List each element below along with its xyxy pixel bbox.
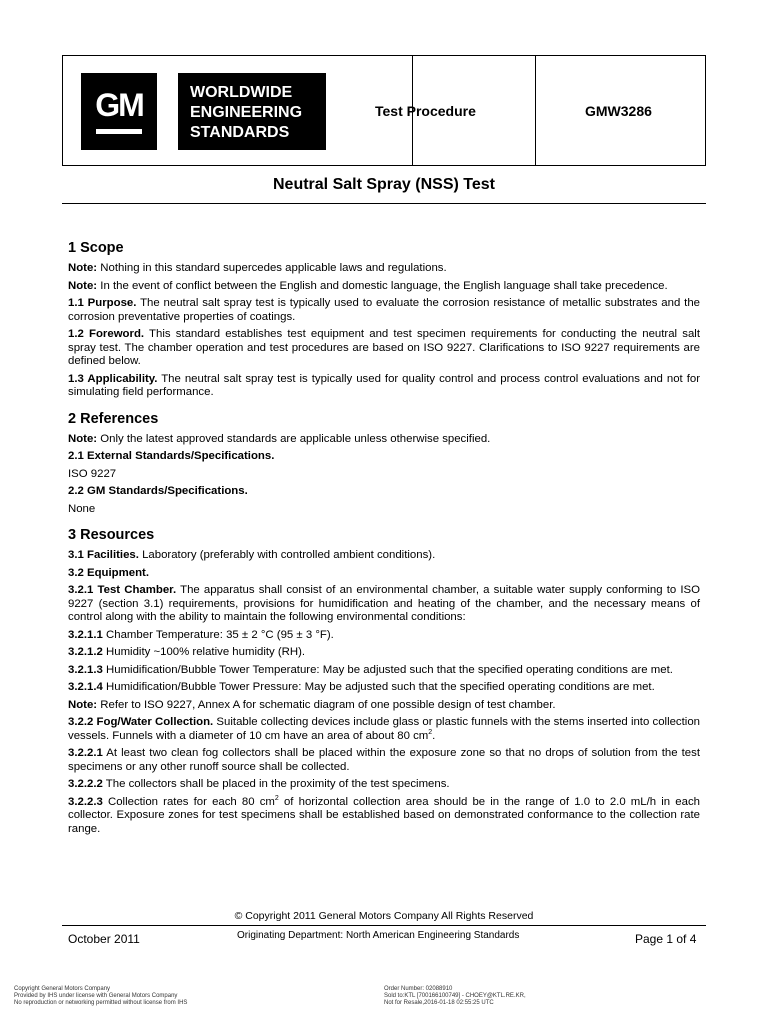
- note-label: Note:: [68, 698, 98, 711]
- paragraph: [68, 716, 700, 743]
- title-rule: [62, 203, 706, 204]
- clause-label: 3.2.2.2: [68, 778, 103, 790]
- clause-label: 3.2.2.3: [68, 795, 103, 808]
- header-box: [62, 55, 706, 166]
- paragraph-text: of horizontal collection area should be in the range of 1.0 to 2.0 mL/h in each collector. Exposure zones for test specimens shall be established based on demonstrated conformance to the collection rate range.: [68, 795, 700, 835]
- clause-label: 1.2 Foreword.: [68, 328, 145, 340]
- brand-line-1: WORLDWIDE: [190, 84, 293, 101]
- legal-line: Copyright General Motors Company: [14, 986, 111, 992]
- paragraph: [68, 485, 700, 499]
- paragraph-text: .: [432, 729, 436, 742]
- legal-left: [14, 986, 187, 1007]
- section-heading: 3 Resources: [68, 527, 155, 543]
- paragraph-text: Nothing in this standard supercedes applicable laws and regulations.: [97, 262, 447, 274]
- legal-line: Sold to:KTL [700166100749] - CHOEY@KTL.RE.KR,: [384, 993, 526, 999]
- legal-line: Provided by IHS under license with General Motors Company: [14, 993, 178, 999]
- section-resources: [68, 527, 700, 836]
- brand-text: [190, 83, 302, 143]
- paragraph: [68, 646, 700, 660]
- paragraph: [68, 262, 700, 276]
- paragraph-text: Laboratory (preferably with controlled ambient conditions).: [138, 549, 436, 561]
- logo-cell: [63, 56, 412, 165]
- brand-box: [178, 73, 326, 150]
- footer-department: Originating Department: North American Engineering Standards: [237, 930, 520, 941]
- paragraph-text: Refer to ISO 9227, Annex A for schematic diagram of one possible design of test chamber.: [97, 698, 556, 711]
- paragraph: [68, 503, 700, 517]
- page-number: Page 1 of 4: [635, 932, 697, 946]
- copyright-notice: © Copyright 2011 General Motors Company All Rights Reserved: [234, 910, 534, 922]
- page-title: Neutral Salt Spray (NSS) Test: [273, 176, 495, 193]
- paragraph-text: At least two clean fog collectors shall be placed within the exposure zone so that no drops of solution from the test specimens or any other runoff source shall be collected.: [68, 747, 700, 773]
- footer-rule: [62, 925, 706, 926]
- note-label: Note:: [68, 432, 98, 445]
- paragraph: [68, 747, 700, 774]
- gm-logo: [81, 73, 157, 150]
- paragraph: [68, 664, 700, 678]
- clause-label: 3.2.1.3: [68, 663, 103, 676]
- paragraph: [68, 567, 700, 581]
- section-heading: 2 References: [68, 410, 159, 427]
- paragraph-text: ISO 9227: [68, 467, 117, 480]
- paragraph: [68, 699, 700, 713]
- paragraph: [68, 584, 700, 625]
- superscript: 2: [274, 794, 279, 802]
- paragraph-text: Chamber Temperature: 35 ± 2 °C (95 ± 3 °F).: [102, 628, 334, 641]
- paragraph-text: Only the latest approved standards are applicable unless otherwise specified.: [97, 432, 491, 445]
- clause-label: 3.2.1.4: [68, 681, 103, 693]
- paragraph-text: Humidity ~100% relative humidity (RH).: [102, 646, 306, 658]
- paragraph-text: This standard establishes test equipment and test specimen requirements for conducting the neutral salt spray test. The chamber operation and test procedures are based on ISO 9227. Clarifications to ISO 9227 requirements are defined below.: [68, 328, 700, 367]
- brand-line-3: STANDARDS: [190, 124, 290, 141]
- legal-line: Order Number: 02088910: [384, 986, 453, 992]
- clause-label: 2.2 GM Standards/Specifications.: [68, 485, 248, 497]
- paragraph: [68, 328, 700, 369]
- paragraph-text: The apparatus shall consist of an environmental chamber, a suitable water supply conforming to ISO 9227 (section 3.1) requirements, provisions for humidification and heating of the chamber, and the necessary means of control along with the ability to maintain the following environmental conditions:: [68, 584, 700, 623]
- doc-number: GMW3286: [585, 103, 652, 119]
- brand-line-2: ENGINEERING: [190, 104, 303, 121]
- paragraph: [68, 796, 700, 837]
- clause-label: 1.1 Purpose.: [68, 297, 137, 309]
- header-divider: [535, 56, 536, 165]
- paragraph: [68, 280, 700, 294]
- clause-label: 3.2.2 Fog/Water Collection.: [68, 716, 214, 728]
- paragraph: [68, 549, 700, 563]
- clause-label: 3.2.2.1: [68, 747, 103, 759]
- clause-label: 3.2 Equipment.: [68, 566, 150, 579]
- gm-logo-underline: [96, 129, 142, 134]
- clause-label: 3.2.1.2: [68, 646, 103, 658]
- paragraph: [68, 297, 700, 324]
- legal-line: Not for Resale,2016-01-18 02:55:25 UTC: [384, 1000, 494, 1006]
- paragraph: [68, 433, 700, 447]
- section-scope: [68, 240, 700, 400]
- paragraph: [68, 629, 700, 643]
- clause-label: 1.3 Applicability.: [68, 372, 158, 385]
- note-label: Note:: [68, 262, 98, 274]
- section-references: [68, 411, 700, 517]
- doc-type: Test Procedure: [375, 103, 476, 119]
- paragraph-text: Humidification/Bubble Tower Pressure: May be adjusted such that the specified operating conditions are met.: [102, 681, 655, 693]
- gm-logo-text: GM: [95, 87, 143, 123]
- paragraph-text: Collection rates for each 80 cm: [102, 795, 275, 808]
- paragraph-text: Suitable collecting devices include glass or plastic funnels with the stems inserted into collection vessels. Funnels with a diameter of 10 cm have an area of about 80 cm: [68, 716, 700, 742]
- clause-label: 3.2.1.1: [68, 628, 103, 641]
- clause-label: 3.1 Facilities.: [68, 549, 139, 561]
- paragraph: [68, 778, 700, 792]
- paragraph-text: None: [68, 502, 96, 515]
- paragraph-text: The neutral salt spray test is typically used to evaluate the corrosion resistance of metallic substrates and the corrosion preventative properties of coatings.: [68, 297, 700, 323]
- paragraph: [68, 681, 700, 695]
- note-label: Note:: [68, 279, 98, 292]
- clause-label: 3.2.1 Test Chamber.: [68, 584, 177, 596]
- paragraph-text: The neutral salt spray test is typically used for quality control and process control evaluations and not for simulating field performance.: [68, 372, 700, 398]
- paragraph: [68, 373, 700, 400]
- paragraph-text: In the event of conflict between the English and domestic language, the English language shall take precedence.: [97, 279, 668, 292]
- superscript: 2: [428, 728, 433, 736]
- document-body: [68, 240, 700, 847]
- clause-label: 2.1 External Standards/Specifications.: [68, 450, 275, 462]
- section-heading: 1 Scope: [68, 240, 124, 256]
- paragraph-text: Humidification/Bubble Tower Temperature: May be adjusted such that the specified operating conditions are met.: [102, 663, 673, 676]
- paragraph-text: The collectors shall be placed in the proximity of the test specimens.: [102, 778, 450, 790]
- paragraph: [68, 468, 700, 482]
- footer-date: October 2011: [68, 932, 140, 946]
- legal-line: No reproduction or networking permitted without license from IHS: [14, 1000, 188, 1006]
- legal-right: [384, 986, 526, 1007]
- paragraph: [68, 450, 700, 464]
